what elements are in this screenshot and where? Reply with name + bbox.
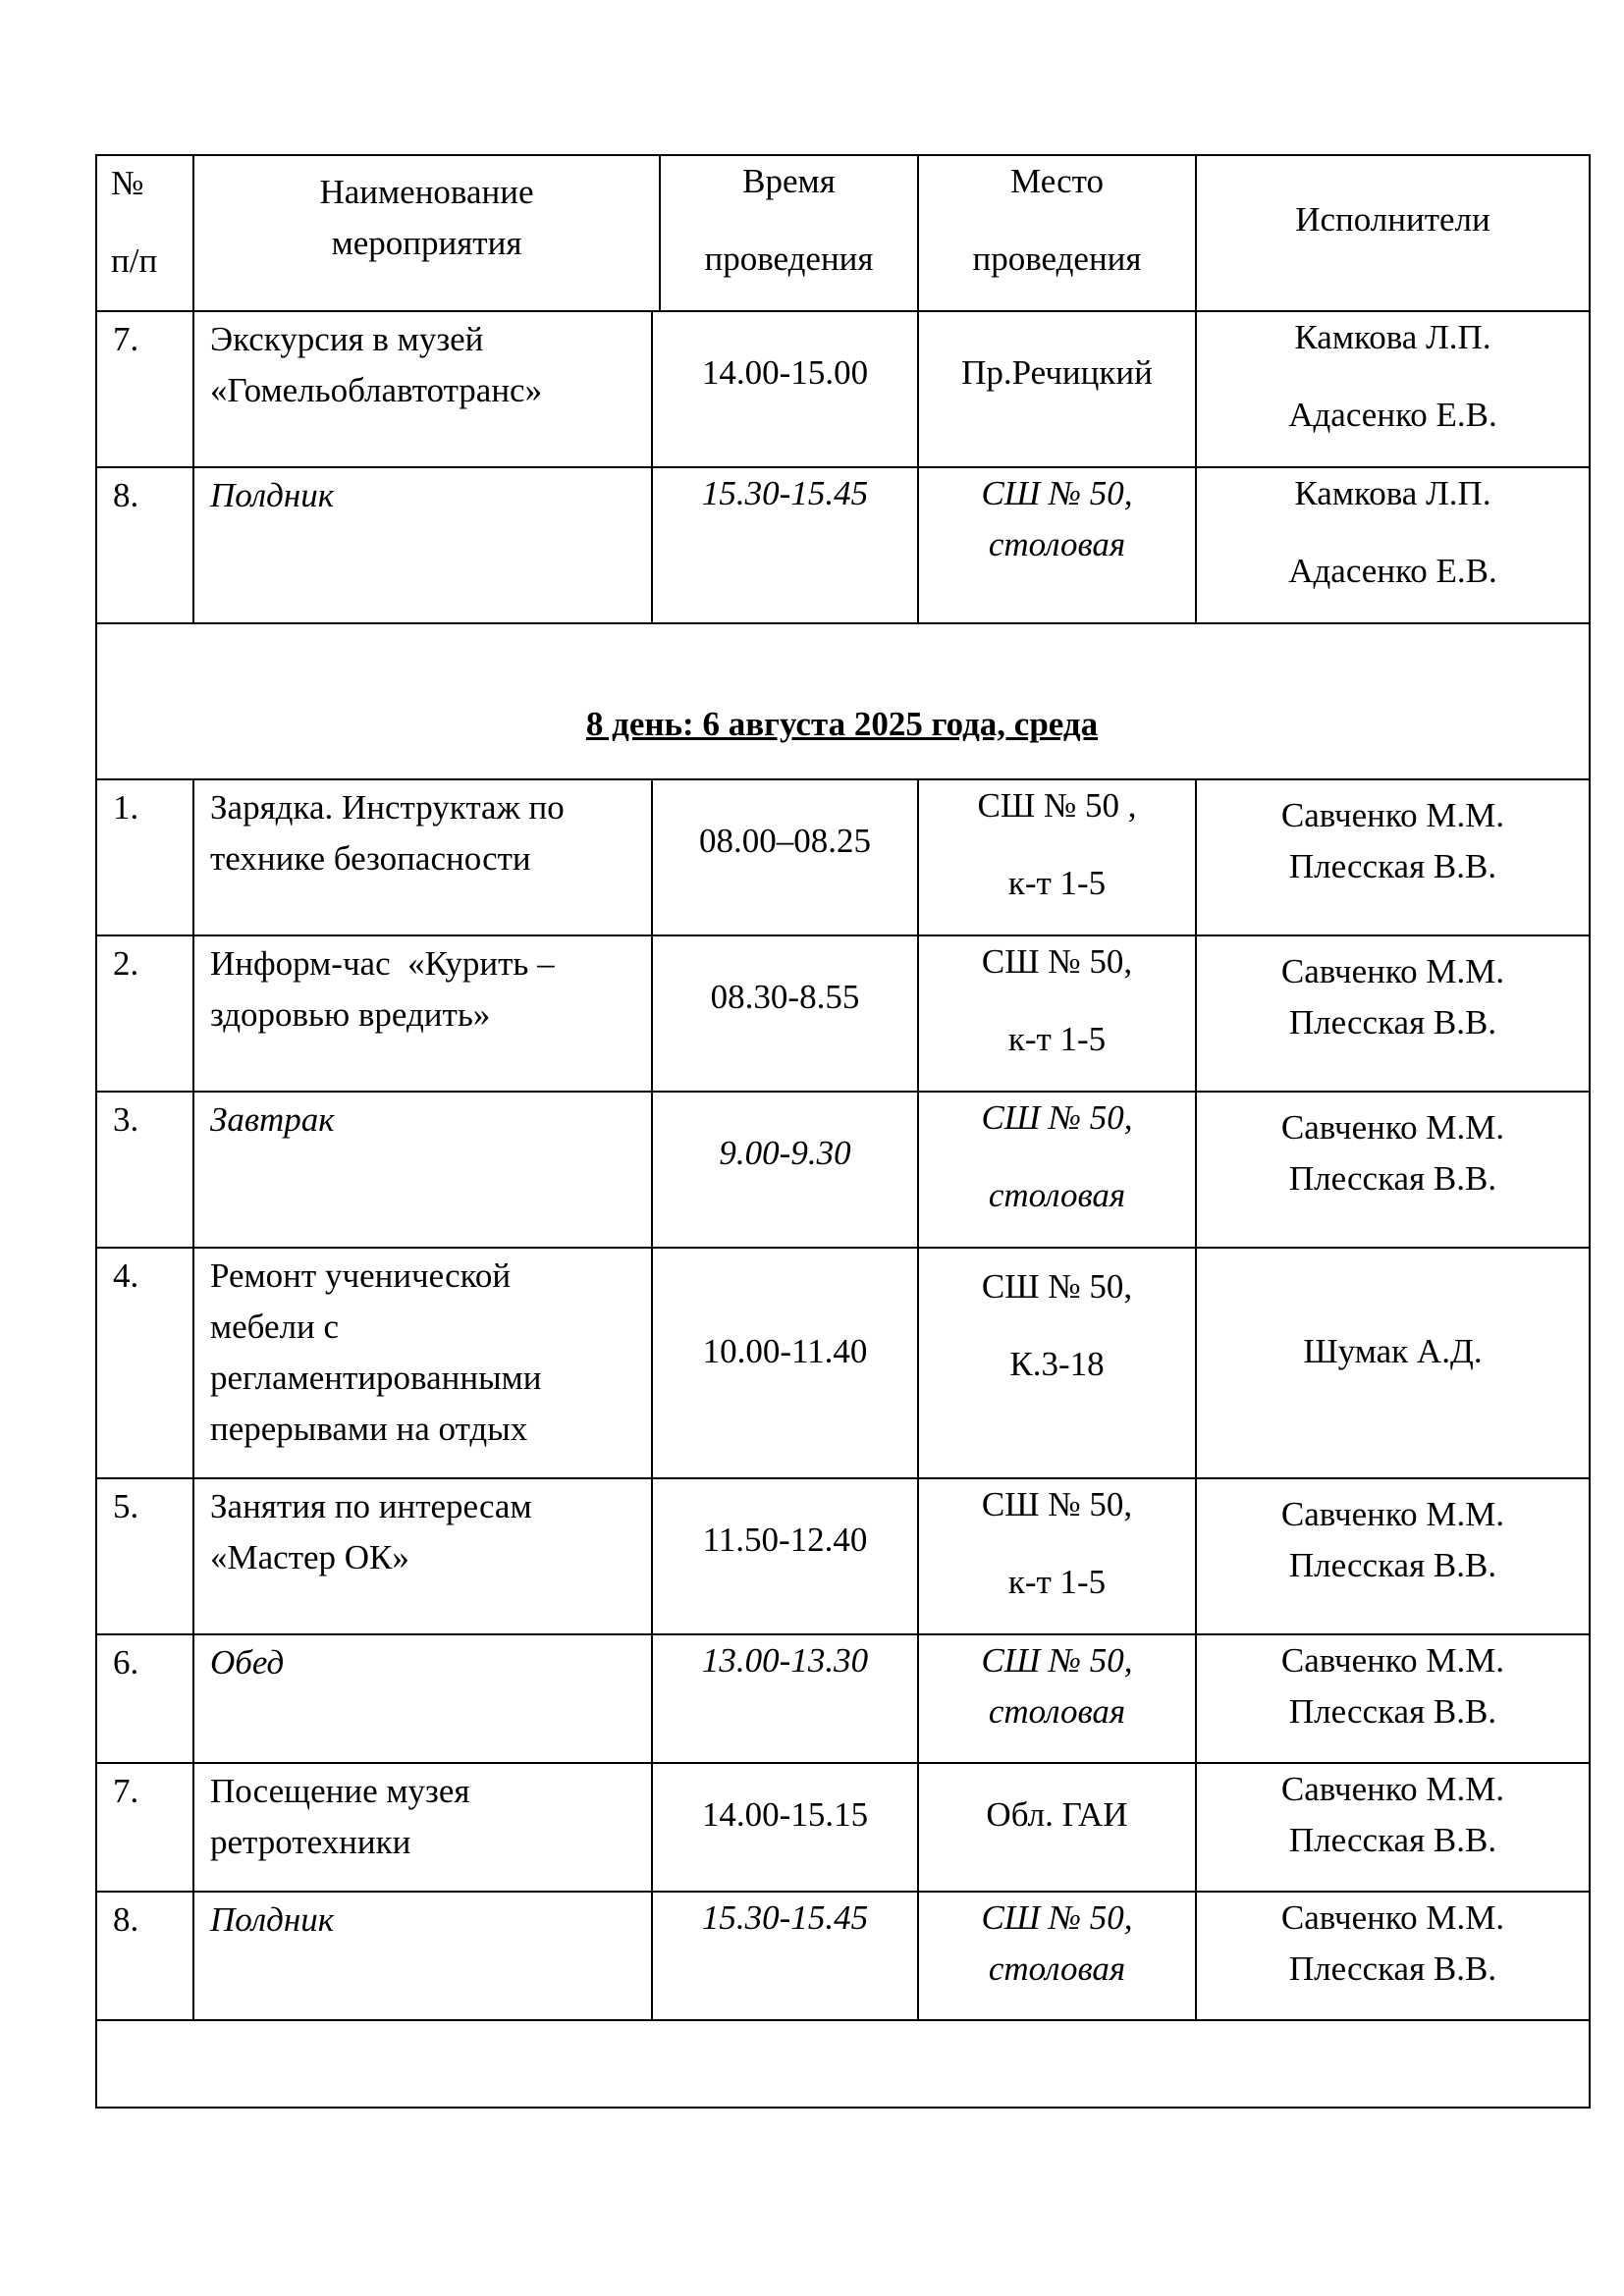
row-name: Обед <box>210 1643 285 1682</box>
row-num: 7. <box>113 1772 139 1810</box>
header-place-1: Место <box>1010 162 1104 200</box>
row-executors: Савченко М.М. Плесская В.В. <box>1280 952 1505 1041</box>
row-executors: Савченко М.М. Плесская В.В. <box>1280 1898 1505 1988</box>
row-executors: Камкова Л.П. Адасенко Е.В. <box>1288 318 1497 434</box>
header-num2: п/п <box>111 241 158 280</box>
header-name-cell <box>194 167 659 269</box>
row-executors: Савченко М.М. Плесская В.В. <box>1280 1108 1505 1198</box>
row-time: 14.00-15.00 <box>701 353 869 392</box>
row-num: 3. <box>113 1100 139 1139</box>
row-name: Полдник <box>210 476 335 514</box>
row-executors: Савченко М.М. Плесская В.В. <box>1280 1770 1505 1859</box>
row-num: 7. <box>113 320 139 358</box>
row-num: 8. <box>113 476 139 514</box>
row-time: 08.30-8.55 <box>710 978 860 1016</box>
row-time: 08.00–08.25 <box>699 822 871 860</box>
row-executors: Савченко М.М. Плесская В.В. <box>1280 1495 1505 1584</box>
row-executors: Савченко М.М. Плесская В.В. <box>1280 1641 1505 1731</box>
row-place: СШ № 50, столовая <box>981 1898 1133 1988</box>
header-num: № <box>111 164 144 202</box>
row-name: Полдник <box>210 1900 335 1939</box>
header-time-1: Время <box>742 162 836 200</box>
row-num: 1. <box>113 788 139 827</box>
row-place: СШ № 50, столовая <box>981 474 1133 563</box>
header-place-2: проведения <box>972 240 1142 278</box>
header-time-cell <box>661 156 917 285</box>
row-executors: Шумак А.Д. <box>1303 1332 1483 1370</box>
row-name: Ремонт ученической мебели с регламентированными перерывами на отдых <box>210 1256 542 1448</box>
row-time: 14.00-15.15 <box>701 1795 869 1834</box>
row-num: 2. <box>113 944 139 983</box>
row-place: СШ № 50, к-т 1-5 <box>981 1485 1133 1601</box>
row-divider <box>95 2019 1591 2021</box>
row-time: 13.00-13.30 <box>701 1641 869 1680</box>
header-place-cell <box>919 156 1195 285</box>
row-time: 9.00-9.30 <box>719 1134 851 1172</box>
row-name: Завтрак <box>210 1100 335 1139</box>
header-name-1: Наименование <box>319 173 534 211</box>
row-place: СШ № 50, столовая <box>981 1098 1133 1214</box>
header-executors-cell <box>1197 156 1589 283</box>
table-border-right <box>1589 154 1591 2109</box>
header-num-cell <box>97 156 192 310</box>
row-name: Информ-час «Курить – здоровью вредить» <box>210 944 555 1034</box>
row-time: 15.30-15.45 <box>701 474 869 512</box>
row-executors: Камкова Л.П. Адасенко Е.В. <box>1288 474 1497 590</box>
row-name: Зарядка. Инструктаж по технике безопасности <box>210 788 565 878</box>
row-time: 10.00-11.40 <box>702 1332 868 1370</box>
table-border-bottom <box>95 2107 1591 2109</box>
row-num: 8. <box>113 1900 139 1939</box>
row-num: 4. <box>113 1256 139 1295</box>
header-time-2: проведения <box>704 240 874 278</box>
row-num: 6. <box>113 1643 139 1682</box>
row-place: Обл. ГАИ <box>986 1795 1128 1834</box>
row-time: 15.30-15.45 <box>701 1898 869 1937</box>
row-time: 11.50-12.40 <box>702 1521 868 1559</box>
row-place: СШ № 50, столовая <box>981 1641 1133 1731</box>
header-name-2: мероприятия <box>331 224 522 262</box>
row-divider <box>95 622 1591 624</box>
row-executors: Савченко М.М. Плесская В.В. <box>1280 796 1505 885</box>
header-executors: Исполнители <box>1295 199 1490 239</box>
day-title: 8 день: 6 августа 2025 года, среда <box>585 705 1099 743</box>
row-place: СШ № 50, К.3-18 <box>981 1267 1133 1383</box>
row-place: СШ № 50 , к-т 1-5 <box>977 786 1137 902</box>
row-place: СШ № 50, к-т 1-5 <box>981 942 1133 1058</box>
row-num: 5. <box>113 1487 139 1525</box>
row-name: Занятия по интересам «Мастер ОК» <box>210 1487 532 1576</box>
row-name: Посещение музея ретротехники <box>210 1772 470 1861</box>
row-name: Экскурсия в музей «Гомельоблавтотранс» <box>210 320 543 409</box>
row-place: Пр.Речицкий <box>961 353 1153 392</box>
